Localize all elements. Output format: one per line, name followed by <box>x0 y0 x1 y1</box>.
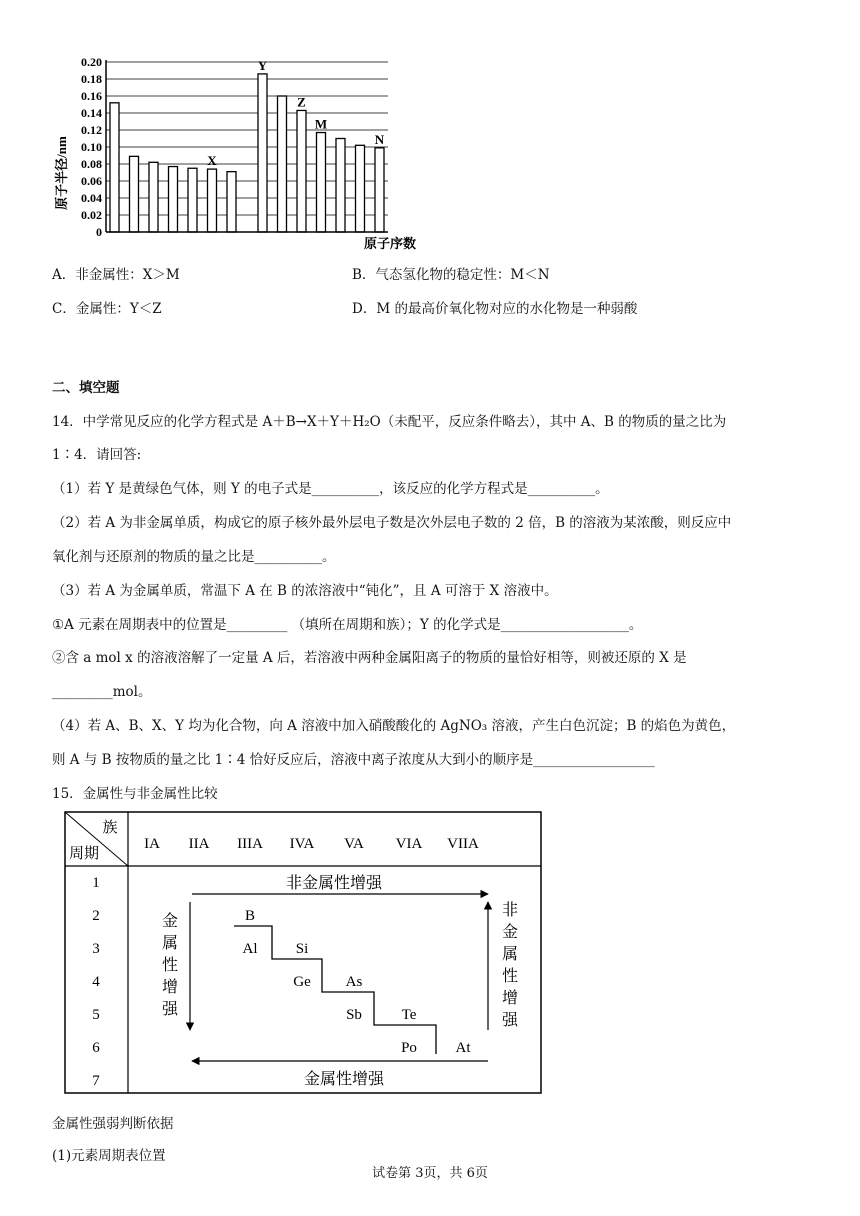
bar <box>278 96 287 232</box>
q14-line2: 1∶4．请回答: <box>52 447 142 463</box>
y-axis-label: 原子半径/nm <box>54 136 69 210</box>
element-ge: Ge <box>293 974 311 990</box>
bar <box>336 139 345 233</box>
q14-part3: （3）若 A 为金属单质，常温下 A 在 B 的浓溶液中“钝化”，且 A 可溶于 X 溶液中。 <box>52 583 558 599</box>
period-1: 1 <box>92 875 100 891</box>
bar <box>297 110 306 232</box>
bar <box>227 172 236 232</box>
bar <box>258 74 267 232</box>
bar-label: Y <box>257 57 268 73</box>
q14-part3-sub2-line2: _________mol。 <box>52 684 152 700</box>
bar <box>317 133 326 232</box>
y-tick-label: 0 <box>96 225 102 239</box>
top-arrow-label: 非金属性增强 <box>285 875 383 892</box>
tail-line1: 金属性强弱判断依据 <box>52 1116 174 1132</box>
q14-part3-sub2-line1: ②含 a mol x 的溶液溶解了一定量 A 后，若溶液中两种金属阳离子的物质的量恰好相等，则被还原的 X 是 <box>52 650 687 666</box>
q14-part4-line1: （4）若 A、B、X、Y 均为化合物，向 A 溶液中加入硝酸酸化的 AgNO₃ 溶液，产生白色沉淀；B 的焰色为黄色， <box>52 718 736 734</box>
element-sb: Sb <box>346 1007 362 1023</box>
element-po: Po <box>401 1040 417 1056</box>
y-tick-label: 0.08 <box>81 157 102 171</box>
element-b: B <box>244 908 256 924</box>
element-as: As <box>345 974 363 990</box>
period-7: 7 <box>92 1073 100 1089</box>
element-si: Si <box>295 941 309 957</box>
y-tick-label: 0.16 <box>81 89 102 103</box>
q14-part2-line2: 氧化剂与还原剂的物质的量之比是__________。 <box>52 549 336 565</box>
bar <box>356 145 365 232</box>
option-b: B．气态氢化物的稳定性：M＜N <box>352 267 550 283</box>
y-tick-label: 0.02 <box>81 208 102 222</box>
bar <box>169 167 178 232</box>
corner-group-label: 族 <box>102 820 118 836</box>
right-label-5: 增 <box>501 990 519 1007</box>
period-6: 6 <box>92 1040 100 1056</box>
y-tick-label: 0.14 <box>81 106 102 120</box>
metal-nonmetal-boundary <box>234 926 436 1054</box>
left-label-4: 增 <box>161 979 179 996</box>
q14-line1: 14．中学常见反应的化学方程式是 A＋B→X＋Y＋H₂O（未配平，反应条件略去），其中 A、B 的物质的量之比为 <box>52 414 727 430</box>
element-te: Te <box>401 1007 417 1023</box>
y-tick-label: 0.06 <box>81 174 102 188</box>
option-c: C．金属性：Y＜Z <box>52 301 162 317</box>
page-footer: 试卷第 3页，共 6页 <box>372 1166 488 1181</box>
x-axis-label: 原子序数 <box>363 236 417 251</box>
bar <box>130 156 139 232</box>
bar-label: M <box>314 116 328 132</box>
bar <box>110 103 119 232</box>
period-5: 5 <box>92 1007 100 1023</box>
q14-part4-line2: 则 A 与 B 按物质的量之比 1∶4 恰好反应后，溶液中离子浓度从大到小的顺序是__________________ <box>52 752 655 768</box>
right-label-4: 性 <box>501 968 519 985</box>
bar-label: X <box>207 153 217 169</box>
option-d: D．M 的最高价氧化物对应的水化物是一种弱酸 <box>352 301 638 317</box>
bar <box>208 169 217 232</box>
group-va: VA <box>344 836 364 852</box>
q14-part2-line1: （2）若 A 为非金属单质，构成它的原子核外最外层电子数是次外层电子数的 2 倍，B 的溶液为某浓酸，则反应中 <box>52 515 732 531</box>
bar <box>188 168 197 232</box>
bottom-arrow-label: 金属性增强 <box>303 1071 385 1088</box>
section-title: 二、填空题 <box>52 380 120 396</box>
q14-part1: （1）若 Y 是黄绿色气体，则 Y 的电子式是__________，该反应的化学方程式是__________。 <box>52 481 609 497</box>
group-iiia: IIIA <box>237 836 263 852</box>
right-label-6: 强 <box>501 1012 519 1029</box>
group-iva: IVA <box>289 836 315 852</box>
bar-label: N <box>374 131 385 147</box>
bar <box>149 162 158 232</box>
right-label-3: 属 <box>501 946 519 963</box>
y-tick-label: 0.20 <box>81 55 102 69</box>
element-al: Al <box>242 941 258 957</box>
corner-period-label: 周期 <box>68 846 100 862</box>
left-label-3: 性 <box>161 957 179 974</box>
left-label-5: 强 <box>161 1001 179 1018</box>
q14-part3-sub1: ①A 元素在周期表中的位置是_________ （填所在周期和族）；Y 的化学式是___________________。 <box>52 617 643 633</box>
y-tick-label: 0.10 <box>81 140 102 154</box>
group-ia: IA <box>144 836 160 852</box>
y-tick-label: 0.04 <box>81 191 102 205</box>
left-label-1: 金 <box>161 913 179 930</box>
period-3: 3 <box>92 941 100 957</box>
group-viia: VIIA <box>447 836 479 852</box>
y-tick-label: 0.18 <box>81 72 102 86</box>
tail-line2: (1)元素周期表位置 <box>52 1148 166 1164</box>
bar <box>375 148 384 232</box>
period-2: 2 <box>92 908 100 924</box>
element-at: At <box>455 1040 471 1056</box>
y-tick-label: 0.12 <box>81 123 102 137</box>
right-label-2: 金 <box>501 924 519 941</box>
q15-title: 15．金属性与非金属性比较 <box>52 786 218 802</box>
group-via: VIA <box>395 836 423 852</box>
periodic-trend-table <box>64 810 544 1096</box>
right-label-1: 非 <box>501 902 519 919</box>
period-4: 4 <box>92 974 100 990</box>
bar-label: Z <box>297 94 306 110</box>
option-a: A．非金属性：X＞M <box>52 267 180 283</box>
atomic-radius-chart <box>50 55 430 255</box>
left-label-2: 属 <box>161 935 179 952</box>
group-iia: IIA <box>188 836 210 852</box>
